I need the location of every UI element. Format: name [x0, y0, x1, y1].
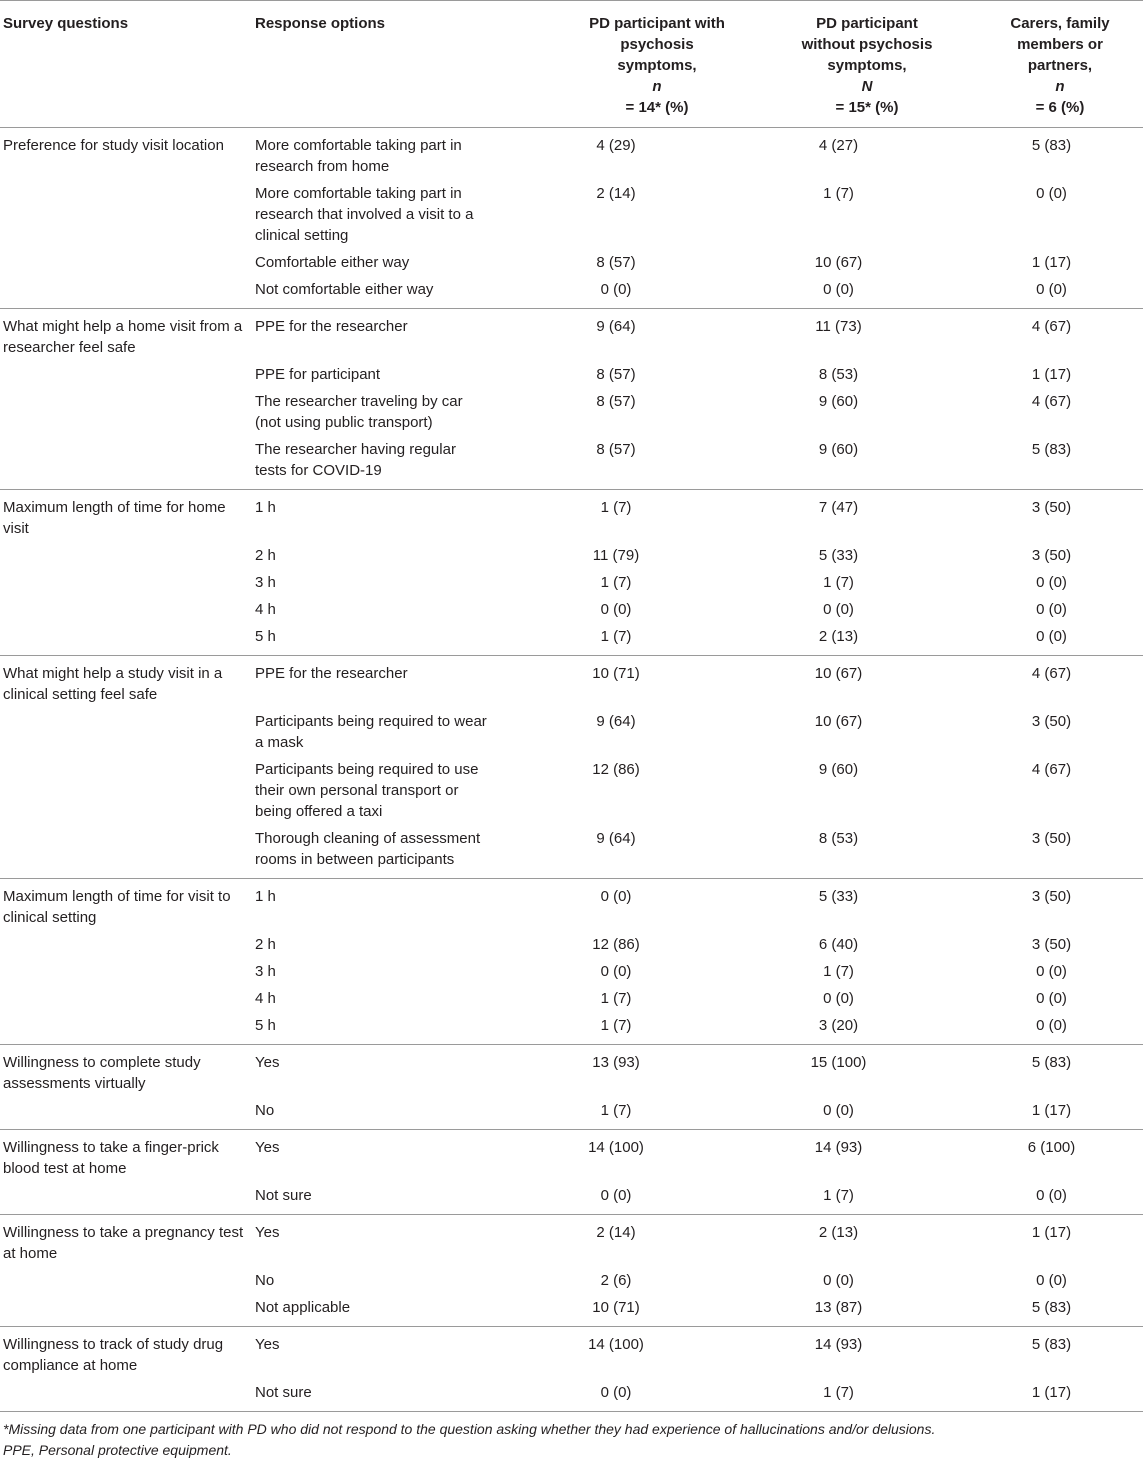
carers-cell: 1 (17)	[1031, 254, 1072, 271]
pd-without-psychosis-cell: 8 (53)	[818, 830, 859, 847]
pd-without-psychosis-cell: 1 (7)	[823, 1384, 854, 1401]
carers-cell: 4 (67)	[1031, 318, 1072, 335]
table-row	[0, 931, 1143, 958]
pd-with-psychosis-cell: 1 (7)	[600, 499, 632, 516]
pd-without-psychosis-cell: 1 (7)	[823, 1187, 854, 1204]
pd-without-psychosis-cell: 0 (0)	[823, 281, 854, 298]
response-option-cell: The researcher traveling by car (not using public transport)	[255, 393, 463, 431]
pd-without-psychosis-cell: 5 (33)	[818, 547, 859, 564]
response-option-cell: 1 h	[255, 888, 276, 905]
pd-without-psychosis-cell: 4 (27)	[818, 137, 859, 154]
response-option-cell: No	[255, 1272, 275, 1289]
footnote-missing-data: *Missing data from one participant with PD who did not respond to the question asking whether they had experience of hallucinations and/or delusions.	[3, 1421, 936, 1437]
carers-cell: 0 (0)	[1036, 185, 1067, 202]
pd-with-psychosis-cell: 11 (79)	[592, 547, 640, 564]
survey-question-cell	[0, 1097, 252, 1130]
carers-cell: 3 (50)	[1031, 830, 1072, 847]
carers-cell: 4 (67)	[1031, 393, 1072, 410]
survey-question-cell	[0, 276, 252, 309]
response-option-cell: 1 h	[255, 499, 276, 516]
pd-with-psychosis-cell: 1 (7)	[600, 1102, 632, 1119]
carers-cell: 3 (50)	[1031, 499, 1072, 516]
survey-question-cell	[0, 931, 252, 958]
table-row	[0, 1294, 1143, 1327]
pd-with-psychosis-cell: 0 (0)	[600, 1187, 632, 1204]
pd-with-psychosis-cell: 10 (71)	[592, 1299, 640, 1316]
pd-with-psychosis-cell: 0 (0)	[600, 963, 632, 980]
table-row	[0, 825, 1143, 879]
pd-without-psychosis-cell: 9 (60)	[818, 761, 859, 778]
response-option-cell: Participants being required to wear a mask	[255, 713, 487, 751]
pd-without-psychosis-cell: 0 (0)	[823, 990, 854, 1007]
question-group	[0, 1215, 1143, 1327]
pd-without-psychosis-cell: 10 (67)	[814, 665, 863, 682]
pd-without-psychosis-cell: 7 (47)	[818, 499, 859, 516]
response-option-cell: 2 h	[255, 547, 276, 564]
footnote-ppe: PPE, Personal protective equipment.	[3, 1442, 232, 1458]
response-option-cell: Thorough cleaning of assessment rooms in between participants	[255, 830, 481, 868]
response-option-cell: PPE for the researcher	[255, 665, 408, 682]
table-row	[0, 249, 1143, 276]
response-option-cell: More comfortable taking part in research that involved a visit to a clinical setting	[255, 185, 474, 244]
survey-question-cell	[0, 436, 252, 490]
pd-with-psychosis-cell: 1 (7)	[600, 574, 632, 591]
table-row	[0, 309, 1143, 362]
table-footnotes	[0, 1412, 1143, 1461]
table-row	[0, 1045, 1143, 1098]
survey-question-cell: Maximum length of time for home visit	[3, 499, 226, 537]
table-row	[0, 756, 1143, 825]
pd-with-psychosis-cell: 8 (57)	[596, 393, 636, 410]
pd-with-psychosis-cell: 13 (93)	[592, 1054, 640, 1071]
carers-cell: 3 (50)	[1031, 888, 1072, 905]
carers-cell: 3 (50)	[1031, 713, 1072, 730]
carers-cell: 5 (83)	[1031, 1299, 1072, 1316]
carers-cell: 0 (0)	[1036, 963, 1067, 980]
pd-without-psychosis-cell: 1 (7)	[823, 185, 854, 202]
survey-question-cell: What might help a study visit in a clinical setting feel safe	[3, 665, 223, 703]
carers-cell: 0 (0)	[1036, 574, 1067, 591]
pd-with-psychosis-cell: 1 (7)	[600, 1017, 632, 1034]
pd-without-psychosis-cell: 1 (7)	[823, 963, 854, 980]
carers-cell: 5 (83)	[1031, 441, 1072, 458]
survey-question-cell	[0, 542, 252, 569]
pd-without-psychosis-cell: 11 (73)	[815, 318, 862, 335]
survey-question-cell: Preference for study visit location	[3, 137, 224, 154]
header-response-options: Response options	[252, 1, 492, 128]
header-survey-questions: Survey questions	[0, 1, 252, 128]
survey-question-cell	[0, 249, 252, 276]
survey-question-cell	[0, 596, 252, 623]
response-option-cell: Not sure	[255, 1187, 312, 1204]
pd-without-psychosis-cell: 6 (40)	[818, 936, 859, 953]
survey-question-cell	[0, 1267, 252, 1294]
response-option-cell: More comfortable taking part in research from home	[255, 137, 462, 175]
pd-with-psychosis-cell: 0 (0)	[600, 281, 632, 298]
survey-question-cell: Willingness to take a pregnancy test at home	[3, 1224, 244, 1262]
pd-without-psychosis-cell: 15 (100)	[810, 1054, 867, 1071]
header-pd-with-psychosis: PD participant with psychosis symptoms, n= 14* (%)	[492, 1, 717, 128]
response-option-cell: 5 h	[255, 1017, 276, 1034]
carers-cell: 1 (17)	[1031, 1102, 1072, 1119]
survey-question-cell	[0, 623, 252, 656]
response-option-cell: 4 h	[255, 990, 276, 1007]
table-row	[0, 1130, 1143, 1183]
response-option-cell: Yes	[255, 1139, 280, 1156]
carers-cell: 5 (83)	[1031, 137, 1072, 154]
carers-cell: 0 (0)	[1036, 990, 1067, 1007]
pd-without-psychosis-cell: 10 (67)	[814, 254, 863, 271]
question-group	[0, 1045, 1143, 1130]
pd-with-psychosis-cell: 14 (100)	[588, 1139, 644, 1156]
carers-cell: 1 (17)	[1031, 1224, 1072, 1241]
carers-cell: 0 (0)	[1036, 601, 1067, 618]
survey-question-cell	[0, 569, 252, 596]
pd-with-psychosis-cell: 12 (86)	[592, 761, 640, 778]
response-option-cell: 5 h	[255, 628, 276, 645]
response-option-cell: Yes	[255, 1336, 280, 1353]
table-row	[0, 958, 1143, 985]
pd-without-psychosis-cell: 0 (0)	[823, 601, 854, 618]
table-row	[0, 436, 1143, 490]
table-row	[0, 180, 1143, 249]
table-row	[0, 596, 1143, 623]
table-row	[0, 879, 1143, 932]
carers-cell: 5 (83)	[1031, 1054, 1072, 1071]
pd-with-psychosis-cell: 0 (0)	[600, 888, 632, 905]
table-row	[0, 542, 1143, 569]
table-row	[0, 569, 1143, 596]
table-row	[0, 708, 1143, 756]
pd-with-psychosis-cell: 0 (0)	[600, 1384, 632, 1401]
survey-question-cell	[0, 756, 252, 825]
carers-cell: 3 (50)	[1031, 936, 1072, 953]
table-row	[0, 985, 1143, 1012]
carers-cell: 3 (50)	[1031, 547, 1072, 564]
carers-cell: 1 (17)	[1031, 366, 1072, 383]
table-row	[0, 623, 1143, 656]
table-row	[0, 388, 1143, 436]
pd-without-psychosis-cell: 0 (0)	[823, 1102, 854, 1119]
survey-question-cell: Willingness to complete study assessments virtually	[3, 1054, 201, 1092]
carers-cell: 4 (67)	[1031, 665, 1072, 682]
pd-without-psychosis-cell: 2 (13)	[818, 1224, 859, 1241]
survey-question-cell	[0, 1294, 252, 1327]
survey-question-cell	[0, 361, 252, 388]
table-row	[0, 656, 1143, 709]
response-option-cell: Not comfortable either way	[255, 281, 434, 298]
response-option-cell: 4 h	[255, 601, 276, 618]
pd-without-psychosis-cell: 1 (7)	[823, 574, 854, 591]
survey-question-cell: Maximum length of time for visit to clinical setting	[3, 888, 231, 926]
carers-cell: 0 (0)	[1036, 281, 1067, 298]
pd-with-psychosis-cell: 12 (86)	[592, 936, 640, 953]
pd-with-psychosis-cell: 14 (100)	[588, 1336, 644, 1353]
pd-with-psychosis-cell: 8 (57)	[596, 441, 636, 458]
header-pd-without-psychosis: PD participant without psychosis symptoms, N= 15* (%)	[717, 1, 963, 128]
question-group	[0, 309, 1143, 490]
carers-cell: 4 (67)	[1031, 761, 1072, 778]
pd-with-psychosis-cell: 4 (29)	[596, 137, 636, 154]
response-option-cell: The researcher having regular tests for COVID-19	[255, 441, 456, 479]
carers-cell: 6 (100)	[1027, 1139, 1076, 1156]
pd-without-psychosis-cell: 13 (87)	[814, 1299, 863, 1316]
pd-with-psychosis-cell: 2 (6)	[600, 1272, 632, 1289]
pd-without-psychosis-cell: 9 (60)	[818, 441, 859, 458]
pd-without-psychosis-cell: 8 (53)	[818, 366, 859, 383]
carers-cell: 0 (0)	[1036, 628, 1067, 645]
carers-cell: 0 (0)	[1036, 1187, 1067, 1204]
survey-question-cell	[0, 985, 252, 1012]
survey-question-cell	[0, 1012, 252, 1045]
table-row	[0, 276, 1143, 309]
pd-without-psychosis-cell: 2 (13)	[818, 628, 859, 645]
table-row	[0, 1012, 1143, 1045]
pd-with-psychosis-cell: 9 (64)	[596, 318, 636, 335]
table-row	[0, 1379, 1143, 1412]
question-group	[0, 656, 1143, 879]
pd-with-psychosis-cell: 8 (57)	[596, 366, 636, 383]
pd-with-psychosis-cell: 1 (7)	[600, 628, 632, 645]
table-row	[0, 490, 1143, 543]
survey-question-cell	[0, 388, 252, 436]
pd-with-psychosis-cell: 1 (7)	[600, 990, 632, 1007]
question-group	[0, 1327, 1143, 1412]
pd-with-psychosis-cell: 0 (0)	[600, 601, 632, 618]
table-row	[0, 1182, 1143, 1215]
table-row	[0, 1267, 1143, 1294]
table-row	[0, 1097, 1143, 1130]
pd-with-psychosis-cell: 2 (14)	[596, 1224, 636, 1241]
survey-question-cell: What might help a home visit from a researcher feel safe	[3, 318, 243, 356]
question-group	[0, 879, 1143, 1045]
pd-without-psychosis-cell: 5 (33)	[818, 888, 859, 905]
carers-cell: 5 (83)	[1031, 1336, 1072, 1353]
survey-question-cell	[0, 825, 252, 879]
response-option-cell: 3 h	[255, 574, 276, 591]
response-option-cell: Participants being required to use their own personal transport or being offered a taxi	[255, 761, 479, 820]
table-row	[0, 1215, 1143, 1268]
survey-question-cell	[0, 180, 252, 249]
response-option-cell: PPE for participant	[255, 366, 381, 383]
carers-cell: 0 (0)	[1036, 1017, 1067, 1034]
table-row	[0, 361, 1143, 388]
pd-with-psychosis-cell: 2 (14)	[596, 185, 636, 202]
pd-without-psychosis-cell: 14 (93)	[814, 1139, 863, 1156]
pd-with-psychosis-cell: 9 (64)	[596, 830, 636, 847]
response-option-cell: 2 h	[255, 936, 276, 953]
carers-cell: 0 (0)	[1036, 1272, 1067, 1289]
header-carers: Carers, family members or partners, n= 6 (%)	[963, 1, 1143, 128]
pd-without-psychosis-cell: 0 (0)	[823, 1272, 854, 1289]
pd-without-psychosis-cell: 3 (20)	[818, 1017, 859, 1034]
question-group	[0, 128, 1143, 309]
table-row	[0, 1327, 1143, 1380]
response-option-cell: 3 h	[255, 963, 276, 980]
response-option-cell: Yes	[255, 1054, 280, 1071]
pd-with-psychosis-cell: 9 (64)	[596, 713, 636, 730]
pd-without-psychosis-cell: 9 (60)	[818, 393, 859, 410]
survey-question-cell	[0, 958, 252, 985]
question-group	[0, 490, 1143, 656]
response-option-cell: No	[255, 1102, 275, 1119]
survey-question-cell: Willingness to track of study drug compliance at home	[3, 1336, 224, 1374]
survey-question-cell: Willingness to take a finger-prick blood test at home	[3, 1139, 219, 1177]
pd-with-psychosis-cell: 10 (71)	[592, 665, 640, 682]
question-group	[0, 1130, 1143, 1215]
table-row	[0, 128, 1143, 181]
pd-without-psychosis-cell: 14 (93)	[814, 1336, 863, 1353]
pd-with-psychosis-cell: 8 (57)	[596, 254, 636, 271]
survey-question-cell	[0, 1182, 252, 1215]
response-option-cell: PPE for the researcher	[255, 318, 408, 335]
response-option-cell: Not sure	[255, 1384, 312, 1401]
carers-cell: 1 (17)	[1031, 1384, 1072, 1401]
survey-question-cell	[0, 1379, 252, 1412]
pd-without-psychosis-cell: 10 (67)	[814, 713, 863, 730]
response-option-cell: Comfortable either way	[255, 254, 410, 271]
header-row	[0, 1, 1143, 128]
response-option-cell: Yes	[255, 1224, 280, 1241]
response-option-cell: Not applicable	[255, 1299, 351, 1316]
survey-question-cell	[0, 708, 252, 756]
